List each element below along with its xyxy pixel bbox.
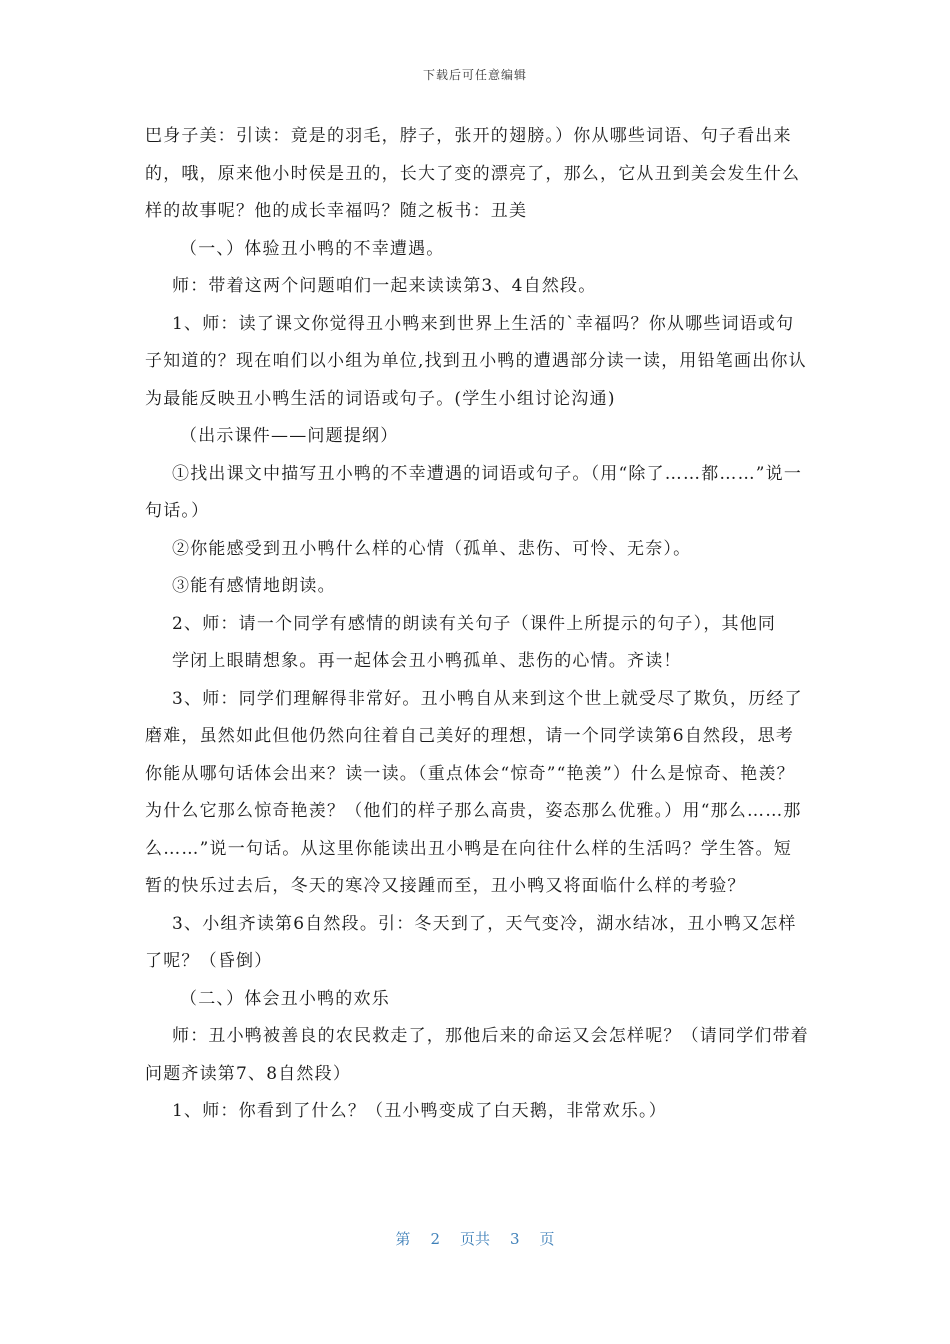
paragraph: 3、小组齐读第6自然段。引：冬天到了，天气变冷，湖水结冰，丑小鸭又怎样了呢？（昏倒） <box>145 913 797 971</box>
paragraph: 学闭上眼睛想象。再一起体会丑小鸭孤单、悲伤的心情。齐读！ <box>172 651 682 671</box>
list-item: ③能有感情地朗读。 <box>172 576 336 596</box>
page-label-suffix: 页 <box>539 1230 555 1248</box>
page-footer <box>0 1228 950 1249</box>
paragraph: 师：带着这两个问题咱们一起来读读第3、4自然段。 <box>172 276 597 296</box>
paragraph: 3、师：同学们理解得非常好。丑小鸭自从来到这个世上就受尽了欺负，历经了磨难，虽然如此但他仍然向往着自己美好的理想，请一个同学读第6自然段，思考你能从哪句话体会出来？读一读。（重点体会“惊奇”“艳羡”）什么是惊奇、艳羡？为什么它那么惊奇艳羡？（他们的样子那么高贵，姿态那么优雅。）用“那么……那么……”说一句话。从这里你能读出丑小鸭是在向往什么样的生活吗？学生答。短暂的快乐过去后，冬天的寒冷又接踵而至，丑小鸭又将面临什么样的考验？ <box>145 688 803 896</box>
section-heading: （二、）体会丑小鸭的欢乐 <box>180 988 390 1009</box>
paragraph: 师：丑小鸭被善良的农民救走了，那他后来的命运又会怎样呢？（请同学们带着问题齐读第7、8自然段） <box>145 1026 809 1084</box>
paragraph: （出示课件——问题提纲） <box>180 426 399 446</box>
paragraph: 2、师：请一个同学有感情的朗读有关句子（课件上所提示的句子），其他同 <box>172 613 777 634</box>
current-page-number: 2 <box>430 1230 440 1248</box>
section-heading: （一、）体验丑小鸭的不幸遭遇。 <box>180 238 445 259</box>
page-label-mid: 页共 <box>459 1230 490 1248</box>
paragraph: 1、师：读了课文你觉得丑小鸭来到世界上生活的`幸福吗？你从哪些词语或句子知道的？现在咱们以小组为单位,找到丑小鸭的遭遇部分读一读，用铅笔画出你认为最能反映丑小鸭生活的词语或句子。(学生小组讨论沟通) <box>145 313 807 409</box>
paragraph: 巴身子美：引读：竟是的羽毛，脖子，张开的翅膀。）你从哪些词语、句子看出来的，哦，原来他小时侯是丑的，长大了变的漂亮了，那么，它从丑到美会发生什么样的故事呢？他的成长幸福吗？随之板书：丑美 <box>145 126 801 221</box>
page-label-prefix: 第 <box>395 1230 411 1248</box>
page-header: 下载后可任意编辑 <box>422 68 527 82</box>
total-pages-number: 3 <box>510 1230 520 1248</box>
list-item: ②你能感受到丑小鸭什么样的心情（孤单、悲伤、可怜、无奈）。 <box>172 538 692 559</box>
document-body <box>145 118 810 1131</box>
list-item: ①找出课文中描写丑小鸭的不幸遭遇的词语或句子。（用“除了……都……”说一句话。） <box>145 463 803 521</box>
paragraph: 1、师：你看到了什么？（丑小鸭变成了白天鹅，非常欢乐。） <box>172 1101 667 1121</box>
